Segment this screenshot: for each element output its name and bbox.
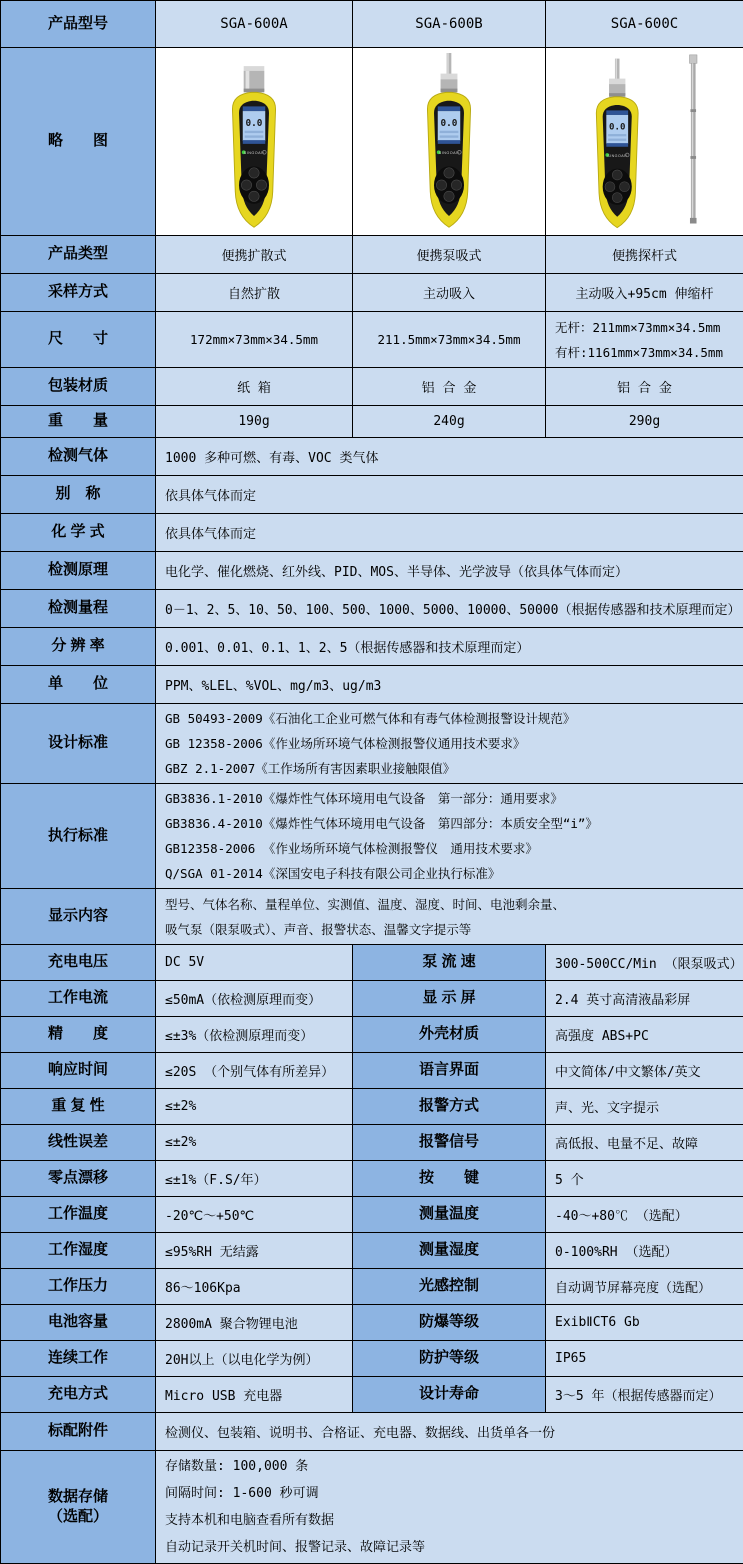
units-value: PPM、%LEL、%VOL、mg/m3、ug/m3 bbox=[156, 666, 743, 704]
data-storage-label-line2: （选配） bbox=[7, 1507, 149, 1527]
row-label-detection-range: 检测量程 bbox=[1, 590, 156, 628]
row-label-alias: 别 称 bbox=[1, 476, 156, 514]
row-label-continuous-work: 连续工作 bbox=[1, 1341, 156, 1377]
package-a: 纸 箱 bbox=[156, 368, 353, 406]
resolution-value: 0.001、0.01、0.1、1、2、5（根据传感器和技术原理而定） bbox=[156, 628, 743, 666]
header-label-product-model: 产品型号 bbox=[1, 1, 156, 48]
pump-flow-value: 300-500CC/Min （限泵吸式） bbox=[546, 945, 743, 981]
linearity-error-value: ≤±2% bbox=[156, 1125, 353, 1161]
row-label-chemical-formula: 化 学 式 bbox=[1, 514, 156, 552]
weight-b: 240g bbox=[353, 406, 546, 438]
device-screen-value: 0.0 bbox=[441, 118, 458, 129]
chemical-formula-value: 依具体气体而定 bbox=[156, 514, 743, 552]
weight-a: 190g bbox=[156, 406, 353, 438]
execution-standard-line: Q/SGA 01-2014《深国安电子科技有限公司企业执行标准》 bbox=[165, 861, 737, 886]
design-standard-line: GB 12358-2006《作业场所环境气体检测报警仪通用技术要求》 bbox=[165, 731, 737, 756]
charging-method-value: Micro USB 充电器 bbox=[156, 1377, 353, 1413]
row-alias bbox=[1, 476, 743, 514]
design-life-value: 3～5 年（根据传感器而定） bbox=[546, 1377, 743, 1413]
row-label-sampling-method: 采样方式 bbox=[1, 274, 156, 312]
detection-principle-value: 电化学、催化燃烧、红外线、PID、MOS、半导体、光学波导（依具体气体而定） bbox=[156, 552, 743, 590]
row-label-charging-method: 充电方式 bbox=[1, 1377, 156, 1413]
sketch-row bbox=[1, 48, 743, 236]
sampling-c: 主动吸入+95cm 伸缩杆 bbox=[546, 274, 743, 312]
battery-capacity-value: 2800mA 聚合物锂电池 bbox=[156, 1305, 353, 1341]
light-sensing-control-value: 自动调节屏幕亮度（选配） bbox=[546, 1269, 743, 1305]
row-label-dimensions: 尺 寸 bbox=[1, 312, 156, 368]
row-label-execution-standards: 执行标准 bbox=[1, 784, 156, 889]
row-label-buttons: 按 键 bbox=[353, 1161, 546, 1197]
row-label-detection-principle: 检测原理 bbox=[1, 552, 156, 590]
device-brand-label: SINGOAN bbox=[439, 151, 460, 155]
product-image-cell-b bbox=[353, 48, 546, 236]
row-label-battery-capacity: 电池容量 bbox=[1, 1305, 156, 1341]
data-storage-label-line1: 数据存储 bbox=[7, 1487, 149, 1507]
row-design-standards bbox=[1, 704, 743, 784]
row-continuous-work-protection-grade bbox=[1, 1341, 743, 1377]
execution-standard-line: GB3836.1-2010《爆炸性气体环境用电气设备 第一部分：通用要求》 bbox=[165, 786, 737, 811]
row-label-working-humidity: 工作湿度 bbox=[1, 1233, 156, 1269]
row-dimensions bbox=[1, 312, 743, 368]
explosion-proof-grade-value: ExibⅡCT6 Gb bbox=[546, 1305, 743, 1341]
row-label-display-screen: 显 示 屏 bbox=[353, 981, 546, 1017]
row-response-time-language bbox=[1, 1053, 743, 1089]
row-label-sketch: 略 图 bbox=[1, 48, 156, 236]
display-content-line: 吸气泵（限泵吸式）、声音、报警状态、温馨文字提示等 bbox=[165, 917, 737, 942]
row-sampling-method bbox=[1, 274, 743, 312]
row-label-light-sensing-control: 光感控制 bbox=[353, 1269, 546, 1305]
row-execution-standards bbox=[1, 784, 743, 889]
row-label-design-standards: 设计标准 bbox=[1, 704, 156, 784]
row-data-storage bbox=[1, 1451, 743, 1564]
row-linearity-alarm-signal bbox=[1, 1125, 743, 1161]
charging-voltage-value: DC 5V bbox=[156, 945, 353, 981]
row-resolution bbox=[1, 628, 743, 666]
design-standard-line: GB 50493-2009《石油化工企业可燃气体和有毒气体检测报警设计规范》 bbox=[165, 706, 737, 731]
working-current-value: ≤50mA（依检测原理而变） bbox=[156, 981, 353, 1017]
gas-detector-image-probe bbox=[570, 53, 720, 231]
row-label-linearity-error: 线性误差 bbox=[1, 1125, 156, 1161]
model-name-sga-600a: SGA-600A bbox=[156, 1, 353, 48]
accuracy-value: ≤±3%（依检测原理而变） bbox=[156, 1017, 353, 1053]
dimensions-c bbox=[546, 312, 743, 368]
dimensions-c-with-rod: 有杆:1161mm×73mm×34.5mm bbox=[555, 340, 737, 365]
package-b: 铝 合 金 bbox=[353, 368, 546, 406]
row-battery-capacity-explosion-proof bbox=[1, 1305, 743, 1341]
row-charging-method-design-life bbox=[1, 1377, 743, 1413]
row-working-humidity-measure-humidity bbox=[1, 1233, 743, 1269]
data-storage-line: 存储数量: 100,000 条 bbox=[165, 1453, 737, 1480]
row-label-units: 单 位 bbox=[1, 666, 156, 704]
model-name-sga-600b: SGA-600B bbox=[353, 1, 546, 48]
device-screen-value: 0.0 bbox=[609, 122, 625, 132]
alias-value: 依具体气体而定 bbox=[156, 476, 743, 514]
row-label-detected-gases: 检测气体 bbox=[1, 438, 156, 476]
standard-accessories-value: 检测仪、包装箱、说明书、合格证、充电器、数据线、出货单各一份 bbox=[156, 1413, 743, 1451]
row-detection-range bbox=[1, 590, 743, 628]
dimensions-a: 172mm×73mm×34.5mm bbox=[156, 312, 353, 368]
alarm-mode-value: 声、光、文字提示 bbox=[546, 1089, 743, 1125]
row-detected-gases bbox=[1, 438, 743, 476]
row-label-response-time: 响应时间 bbox=[1, 1053, 156, 1089]
shell-material-value: 高强度 ABS+PC bbox=[546, 1017, 743, 1053]
product-image-cell-c bbox=[546, 48, 743, 236]
row-label-measure-humidity: 测量湿度 bbox=[353, 1233, 546, 1269]
package-c: 铝 合 金 bbox=[546, 368, 743, 406]
row-label-charging-voltage: 充电电压 bbox=[1, 945, 156, 981]
alarm-signal-value: 高低报、电量不足、故障 bbox=[546, 1125, 743, 1161]
row-zero-drift-buttons bbox=[1, 1161, 743, 1197]
row-label-zero-drift: 零点漂移 bbox=[1, 1161, 156, 1197]
dimensions-b: 211.5mm×73mm×34.5mm bbox=[353, 312, 546, 368]
working-temperature-value: -20℃～+50℃ bbox=[156, 1197, 353, 1233]
repeatability-value: ≤±2% bbox=[156, 1089, 353, 1125]
measure-temperature-value: -40～+80℃ （选配） bbox=[546, 1197, 743, 1233]
row-working-temp-measure-temp bbox=[1, 1197, 743, 1233]
display-content-line: 型号、气体名称、量程单位、实测值、温度、湿度、时间、电池剩余量、 bbox=[165, 892, 737, 917]
row-label-measure-temperature: 测量温度 bbox=[353, 1197, 546, 1233]
row-detection-principle bbox=[1, 552, 743, 590]
response-time-value: ≤20S （个别气体有所差异） bbox=[156, 1053, 353, 1089]
row-label-resolution: 分 辨 率 bbox=[1, 628, 156, 666]
sampling-a: 自然扩散 bbox=[156, 274, 353, 312]
display-screen-value: 2.4 英寸高清液晶彩屏 bbox=[546, 981, 743, 1017]
row-units bbox=[1, 666, 743, 704]
language-value: 中文简体/中文繁体/英文 bbox=[546, 1053, 743, 1089]
design-standards-value bbox=[156, 704, 743, 784]
row-working-current-display-screen bbox=[1, 981, 743, 1017]
row-label-repeatability: 重 复 性 bbox=[1, 1089, 156, 1125]
detected-gases-value: 1000 多种可燃、有毒、VOC 类气体 bbox=[156, 438, 743, 476]
row-weight bbox=[1, 406, 743, 438]
row-label-shell-material: 外壳材质 bbox=[353, 1017, 546, 1053]
model-name-sga-600c: SGA-600C bbox=[546, 1, 743, 48]
row-label-package-material: 包装材质 bbox=[1, 368, 156, 406]
row-label-weight: 重 量 bbox=[1, 406, 156, 438]
row-product-type bbox=[1, 236, 743, 274]
row-display-content bbox=[1, 889, 743, 945]
product-image-cell-a bbox=[156, 48, 353, 236]
sampling-b: 主动吸入 bbox=[353, 274, 546, 312]
data-storage-line: 间隔时间: 1-600 秒可调 bbox=[165, 1480, 737, 1507]
row-label-working-temperature: 工作温度 bbox=[1, 1197, 156, 1233]
row-label-design-life: 设计寿命 bbox=[353, 1377, 546, 1413]
row-label-working-pressure: 工作压力 bbox=[1, 1269, 156, 1305]
display-content-value bbox=[156, 889, 743, 945]
row-package-material bbox=[1, 368, 743, 406]
row-repeatability-alarm-mode bbox=[1, 1089, 743, 1125]
row-label-pump-flow: 泵 流 速 bbox=[353, 945, 546, 981]
execution-standard-line: GB12358-2006 《作业场所环境气体检测报警仪 通用技术要求》 bbox=[165, 836, 737, 861]
weight-c: 290g bbox=[546, 406, 743, 438]
row-label-display-content: 显示内容 bbox=[1, 889, 156, 945]
telescopic-rod-image bbox=[689, 54, 696, 223]
row-label-accuracy: 精 度 bbox=[1, 1017, 156, 1053]
row-label-alarm-mode: 报警方式 bbox=[353, 1089, 546, 1125]
dimensions-c-no-rod: 无杆：211mm×73mm×34.5mm bbox=[555, 315, 737, 340]
row-label-working-current: 工作电流 bbox=[1, 981, 156, 1017]
row-working-pressure-light-control bbox=[1, 1269, 743, 1305]
row-label-explosion-proof-grade: 防爆等级 bbox=[353, 1305, 546, 1341]
row-label-standard-accessories: 标配附件 bbox=[1, 1413, 156, 1451]
row-charging-voltage-pump-flow bbox=[1, 945, 743, 981]
data-storage-value bbox=[156, 1451, 743, 1564]
header-row bbox=[1, 1, 743, 48]
row-chemical-formula bbox=[1, 514, 743, 552]
row-accuracy-shell-material bbox=[1, 1017, 743, 1053]
execution-standard-line: GB3836.4-2010《爆炸性气体环境用电气设备 第四部分：本质安全型“i”》 bbox=[165, 811, 737, 836]
zero-drift-value: ≤±1%（F.S/年） bbox=[156, 1161, 353, 1197]
device-brand-label: SINGOAN bbox=[244, 151, 265, 155]
product-type-a: 便携扩散式 bbox=[156, 236, 353, 274]
row-label-language: 语言界面 bbox=[353, 1053, 546, 1089]
product-type-b: 便携泵吸式 bbox=[353, 236, 546, 274]
device-screen-value: 0.0 bbox=[246, 118, 263, 129]
working-humidity-value: ≤95%RH 无结露 bbox=[156, 1233, 353, 1269]
execution-standards-value bbox=[156, 784, 743, 889]
device-brand-label: SINGOAN bbox=[607, 153, 627, 157]
working-pressure-value: 86～106Kpa bbox=[156, 1269, 353, 1305]
row-standard-accessories bbox=[1, 1413, 743, 1451]
protection-grade-value: IP65 bbox=[546, 1341, 743, 1377]
measure-humidity-value: 0-100%RH （选配） bbox=[546, 1233, 743, 1269]
detection-range-value: 0－1、2、5、10、50、100、500、1000、5000、10000、50000（根据传感器和技术原理而定） bbox=[156, 590, 743, 628]
row-label-protection-grade: 防护等级 bbox=[353, 1341, 546, 1377]
product-type-c: 便携探杆式 bbox=[546, 236, 743, 274]
gas-detector-image-pump bbox=[394, 53, 504, 231]
data-storage-line: 自动记录开关机时间、报警记录、故障记录等 bbox=[165, 1534, 737, 1561]
row-label-alarm-signal: 报警信号 bbox=[353, 1125, 546, 1161]
design-standard-line: GBZ 2.1-2007《工作场所有害因素职业接触限值》 bbox=[165, 756, 737, 781]
continuous-work-value: 20H以上（以电化学为例） bbox=[156, 1341, 353, 1377]
data-storage-line: 支持本机和电脑查看所有数据 bbox=[165, 1507, 737, 1534]
row-label-data-storage bbox=[1, 1451, 156, 1564]
row-label-product-type: 产品类型 bbox=[1, 236, 156, 274]
gas-detector-image-diffusion bbox=[199, 53, 309, 231]
buttons-value: 5 个 bbox=[546, 1161, 743, 1197]
